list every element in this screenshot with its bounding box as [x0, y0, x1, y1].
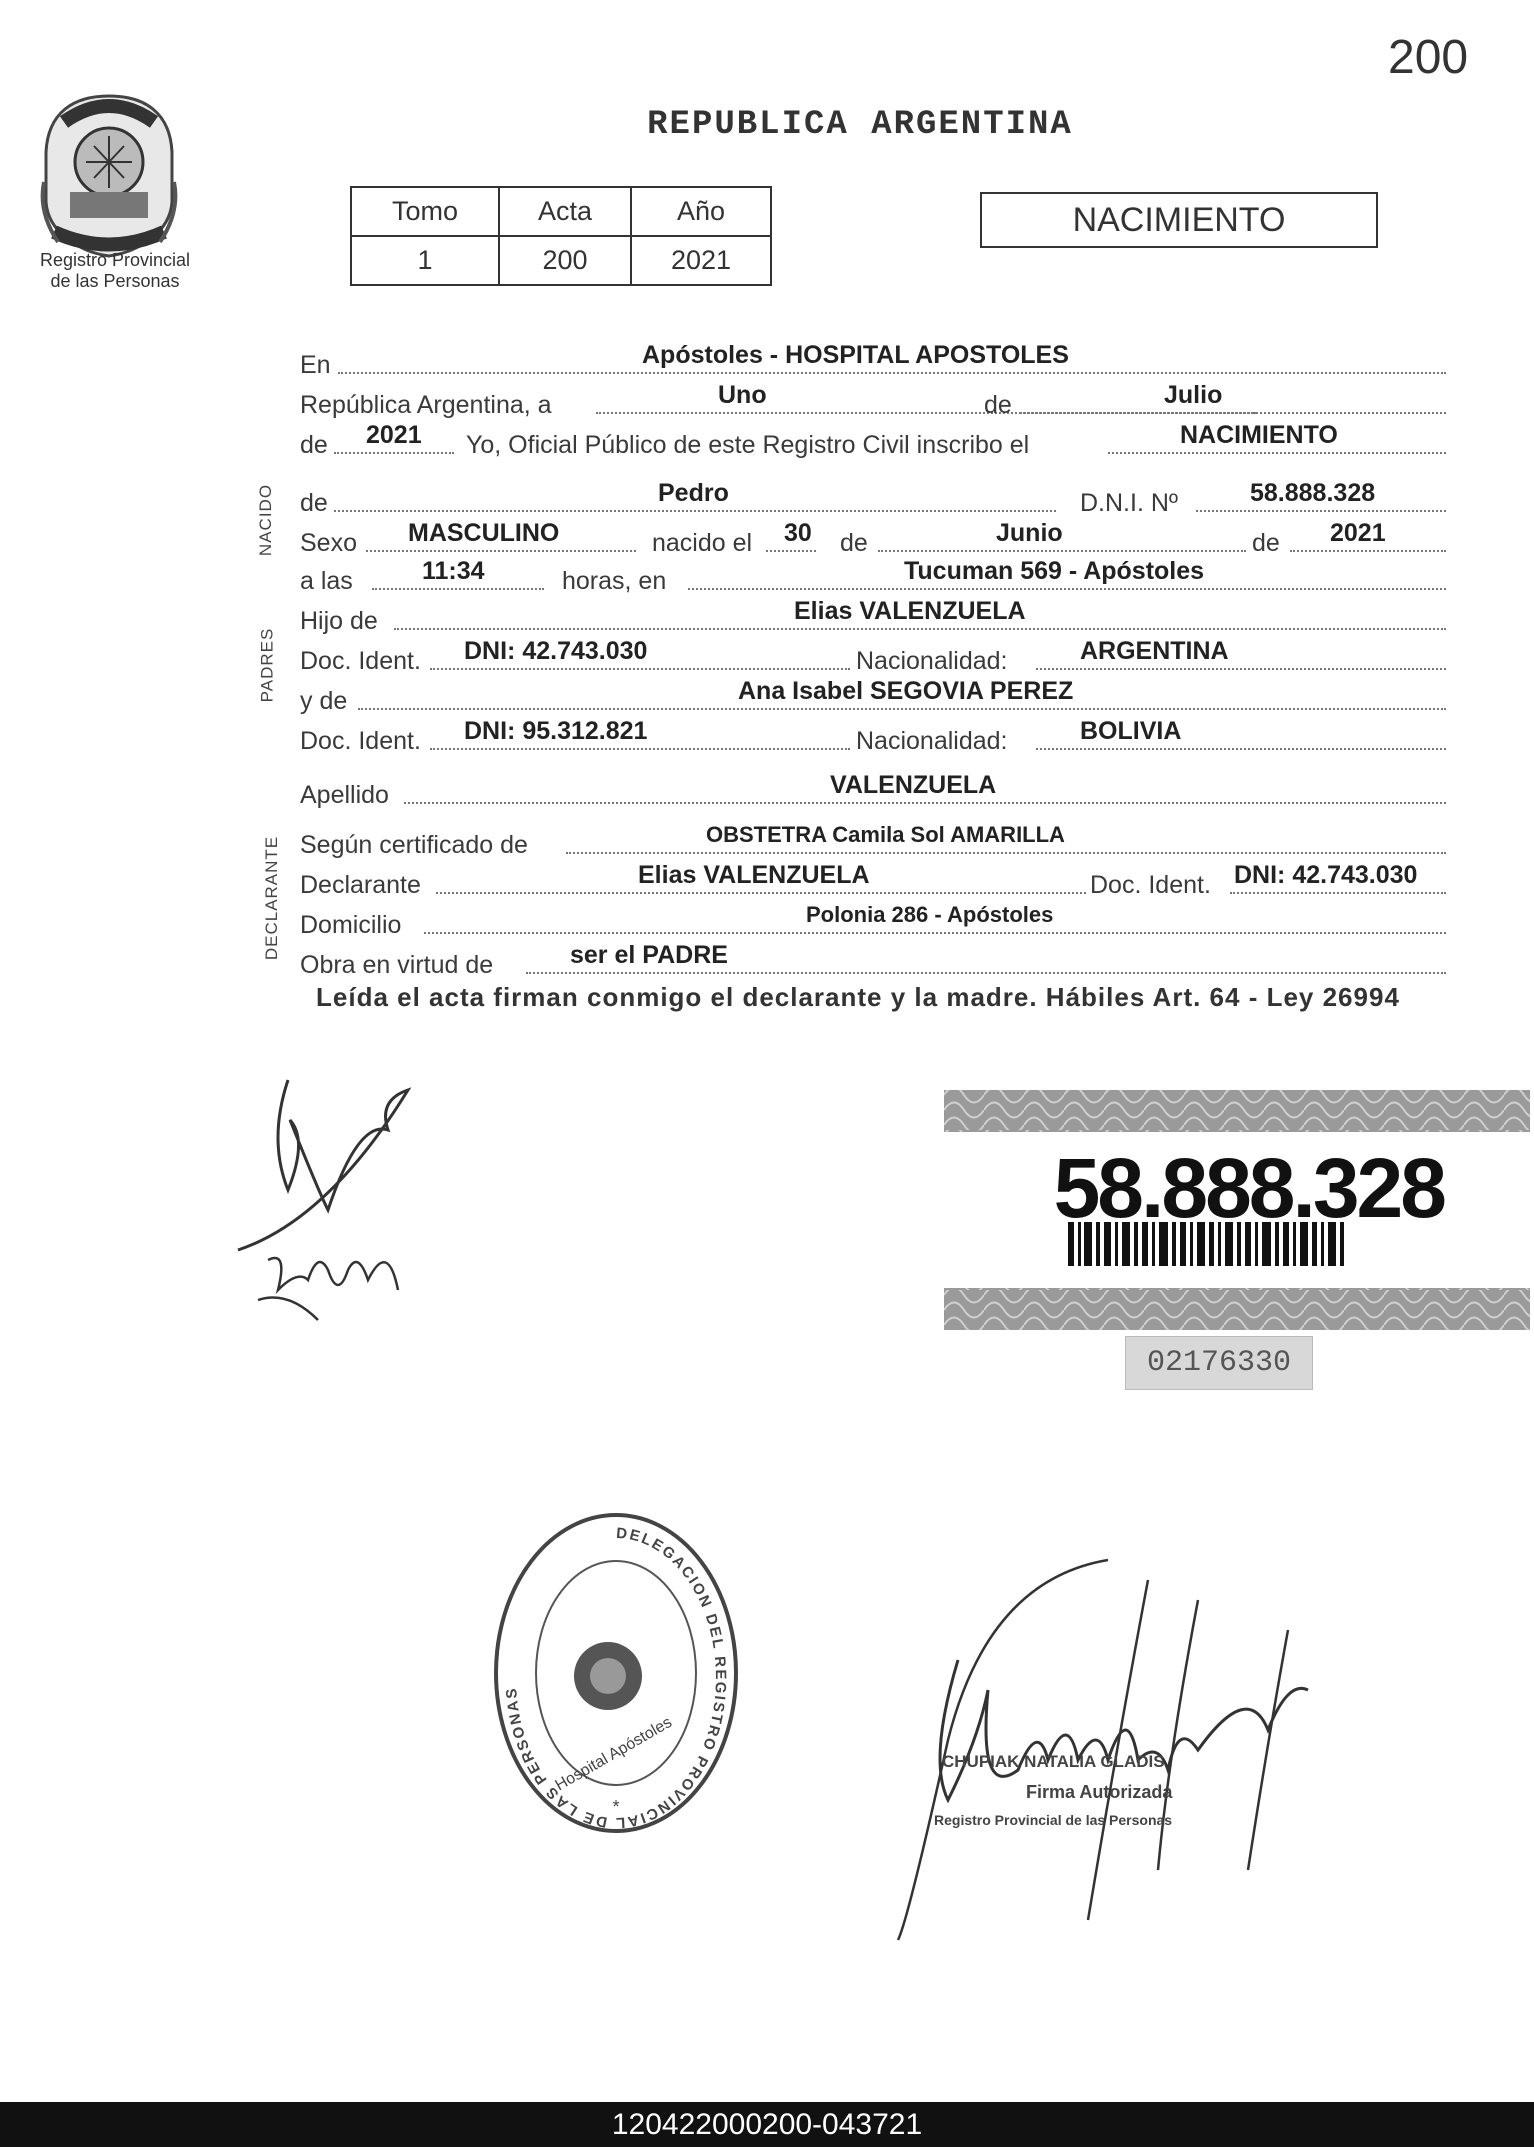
value-nac-mes: Junio	[996, 519, 1063, 547]
value-apellido: VALENZUELA	[830, 771, 997, 799]
row-padre-doc	[300, 636, 1446, 676]
dotted-line	[334, 452, 454, 454]
value-domicilio: Polonia 286 - Apóstoles	[806, 902, 1054, 927]
label-nac-de2: de	[1252, 529, 1280, 557]
value-nombre: Pedro	[658, 479, 729, 507]
label-republica: República Argentina, a	[300, 391, 552, 419]
dotted-line	[334, 510, 1056, 512]
value-dni: 58.888.328	[1250, 479, 1376, 507]
dotted-line	[878, 550, 1246, 552]
row-hijo-de	[300, 596, 1446, 636]
label-nacionalidad: Nacionalidad:	[856, 647, 1008, 675]
label-segun: Según certificado de	[300, 831, 528, 859]
provincial-crest-logo	[34, 92, 184, 260]
dotted-line	[358, 708, 1446, 710]
side-label-declarante: DECLARANTE	[262, 835, 282, 961]
row-obra	[300, 940, 1446, 980]
row-nombre	[300, 478, 1446, 518]
closing-note: Leída el acta firman conmigo el declarante y la madre. Hábiles Art. 64 - Ley 26994	[316, 982, 1400, 1012]
value-tomo: 1	[351, 236, 499, 285]
row-certificado	[300, 820, 1446, 860]
value-nac-dia: 30	[784, 519, 812, 547]
header-anio: Año	[631, 187, 771, 236]
row-declarante	[300, 860, 1446, 900]
label-nombre: de	[300, 489, 328, 517]
dotted-line	[1108, 452, 1446, 454]
dotted-line	[372, 588, 544, 590]
header-acta: Acta	[499, 187, 631, 236]
row-domicilio	[300, 900, 1446, 940]
official-signature	[868, 1540, 1338, 1960]
label-doc-ident: Doc. Ident.	[1090, 871, 1211, 899]
dotted-line	[1036, 668, 1446, 670]
label-nac-de: de	[840, 529, 868, 557]
dotted-line	[566, 852, 1446, 854]
value-tipo-acta: NACIMIENTO	[1180, 421, 1338, 449]
registry-caption-line1: Registro Provincial	[39, 250, 191, 270]
seal-ring-text: DELEGACION DEL REGISTRO PROVINCIAL DE LAS PERSONAS	[503, 1524, 730, 1832]
dotted-line	[1290, 550, 1446, 552]
dotted-line	[688, 588, 1446, 590]
value-mes: Julio	[1164, 381, 1223, 409]
dotted-line	[430, 748, 850, 750]
label-obra: Obra en virtud de	[300, 951, 494, 979]
stamp-official-name: CHUPIAK NATALIA GLADIS	[942, 1752, 1165, 1771]
value-anio-inscripcion: 2021	[366, 421, 422, 449]
value-nac-anio: 2021	[1330, 519, 1386, 547]
dotted-line	[404, 802, 1446, 804]
row-republica	[300, 380, 1446, 420]
label-declarante: Declarante	[300, 871, 421, 899]
document-title: REPUBLICA ARGENTINA	[647, 106, 1073, 144]
label-oficial: Yo, Oficial Público de este Registro Civil inscribo el	[466, 431, 1030, 459]
value-anio: 2021	[631, 236, 771, 285]
label-nacido-el: nacido el	[652, 529, 753, 557]
record-table	[350, 186, 772, 286]
page-number: 200	[1388, 31, 1469, 84]
registry-caption	[10, 250, 220, 292]
label-horas-en: horas, en	[562, 567, 667, 595]
row-madre-doc	[300, 716, 1446, 756]
value-padre: Elias VALENZUELA	[794, 597, 1026, 625]
dotted-line	[1230, 892, 1446, 894]
row-oficial	[300, 420, 1446, 460]
dotted-line	[1196, 510, 1446, 512]
value-declarante-doc: DNI: 42.743.030	[1234, 861, 1418, 889]
svg-text:*: *	[612, 1797, 620, 1817]
value-sexo: MASCULINO	[408, 519, 560, 547]
label-y-de: y de	[300, 687, 348, 715]
value-lugar-nacimiento: Tucuman 569 - Apóstoles	[904, 557, 1205, 585]
label-hijo-de: Hijo de	[300, 607, 378, 635]
dotted-line	[1020, 412, 1446, 414]
dotted-line	[338, 372, 1446, 374]
label-dni: D.N.I. Nº	[1080, 489, 1179, 517]
value-padre-doc: DNI: 42.743.030	[464, 637, 648, 665]
dotted-line	[1036, 748, 1446, 750]
label-nacionalidad: Nacionalidad:	[856, 727, 1008, 755]
value-certificado: OBSTETRA Camila Sol AMARILLA	[706, 822, 1065, 847]
value-obra: ser el PADRE	[570, 941, 728, 969]
stamp-official-role: Firma Autorizada	[1026, 1782, 1173, 1802]
registry-caption-line2: de las Personas	[50, 271, 180, 291]
stamp-official-registry: Registro Provincial de las Personas	[934, 1812, 1173, 1828]
dotted-line	[424, 932, 1446, 934]
value-madre: Ana Isabel SEGOVIA PEREZ	[738, 677, 1074, 705]
label-a-las: a las	[300, 567, 353, 595]
id-label-number: 58.888.328	[1053, 1141, 1444, 1235]
row-en	[300, 340, 1446, 380]
row-y-de	[300, 676, 1446, 716]
dotted-line	[766, 550, 816, 552]
seal-inner-text: Hospital Apóstoles	[552, 1713, 676, 1795]
label-doc-ident: Doc. Ident.	[300, 647, 421, 675]
dotted-line	[394, 628, 1446, 630]
dotted-line	[436, 892, 1086, 894]
dotted-line	[366, 550, 636, 552]
value-lugar-inscripcion: Apóstoles - HOSPITAL APOSTOLES	[642, 341, 1069, 369]
row-apellido	[300, 770, 1446, 810]
declarant-signature	[228, 1060, 468, 1340]
dotted-line	[526, 972, 1446, 974]
side-label-padres: PADRES	[257, 627, 277, 703]
label-apellido: Apellido	[300, 781, 389, 809]
value-acta: 200	[499, 236, 631, 285]
value-padre-nacionalidad: ARGENTINA	[1080, 637, 1229, 665]
footer-code: 120422000200-043721	[0, 2102, 1534, 2147]
label-sexo: Sexo	[300, 529, 357, 557]
value-declarante: Elias VALENZUELA	[638, 861, 870, 889]
row-sexo	[300, 518, 1446, 558]
value-madre-nacionalidad: BOLIVIA	[1080, 717, 1182, 745]
label-doc-ident: Doc. Ident.	[300, 727, 421, 755]
dotted-line	[430, 668, 850, 670]
value-madre-doc: DNI: 95.312.821	[464, 717, 648, 745]
serial-stamp: 02176330	[1125, 1336, 1313, 1390]
value-hora: 11:34	[422, 557, 485, 585]
label-domicilio: Domicilio	[300, 911, 402, 939]
label-de2: de	[300, 431, 328, 459]
header-tomo: Tomo	[351, 187, 499, 236]
side-label-nacido: NACIDO	[256, 483, 276, 557]
official-seal	[490, 1508, 742, 1838]
label-de: de	[984, 391, 1012, 419]
label-en: En	[300, 351, 331, 379]
value-dia: Uno	[718, 381, 767, 409]
record-type-box: NACIMIENTO	[980, 192, 1378, 248]
row-hora	[300, 556, 1446, 596]
